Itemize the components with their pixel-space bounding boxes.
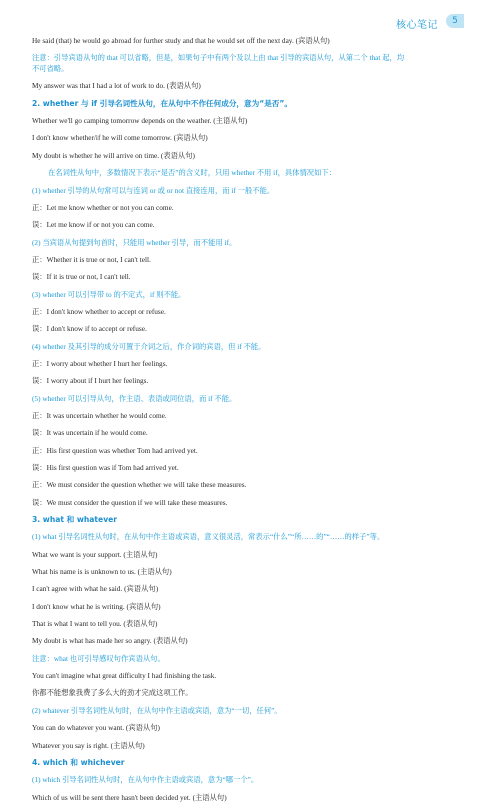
text-line: My answer was that I had a lot of work to do. (表语从句): [32, 81, 201, 91]
section-heading: 2. whether 与 if 引导名词性从句，在从句中不作任何成分，意为“是否”。: [32, 98, 292, 108]
section-heading: 4. which 和 whichever: [32, 757, 125, 767]
note-line: 注意：what 也可引导感叹句作宾语从句。: [32, 653, 165, 663]
text-line: 误：Let me know if or not you can come.: [32, 220, 155, 230]
text-line: 你都不能想象我费了多么大的劲才完成这项工作。: [32, 688, 193, 698]
text-line: What his name is is unknown to us. (主语从句): [32, 567, 172, 577]
note-line: 在名词性从句中，多数情况下表示“是否”的含义时，只用 whether 不用 if，具体情况如下：: [48, 168, 336, 178]
text-line: Whatever you say is right. (主语从句): [32, 740, 145, 750]
text-line: 正：We must consider the question whether we will take these measures.: [32, 480, 247, 490]
text-line: Whether we'll go camping tomorrow depends on the weather. (主语从句): [32, 116, 248, 126]
note-line: (2) whatever 引导名词性从句时，在从句中作主语或宾语，意为“一切，任何”。: [32, 705, 282, 715]
header-title: 核心笔记: [396, 20, 438, 31]
page-header: [0, 8, 480, 34]
text-line: You can do whatever you want. (宾语从句): [32, 723, 160, 733]
text-line: My doubt is whether he will arrive on time. (表语从句): [32, 150, 195, 160]
text-line: 正：Whether it is true or not, I can't tell.: [32, 254, 151, 264]
text-line: 正：Let me know whether or not you can come.: [32, 202, 174, 212]
text-line: 正：It was uncertain whether he would come.: [32, 410, 167, 420]
note-line: 注意：引导宾语从句的 that 可以省略，但是，如果句子中有两个及以上由 that 引导的宾语从句，从第二个 that 起，均: [32, 53, 405, 63]
note-line: (1) which 引导名词性从句时，在从句中作主语或宾语，意为“哪一个”。: [32, 775, 259, 785]
text-line: I don't know whether/if he will come tomorrow. (宾语从句): [32, 133, 208, 143]
text-line: He said (that) he would go abroad for further study and that he would set off the next day. (宾语从句): [32, 36, 330, 45]
text-line: What we want is your support. (主语从句): [32, 549, 158, 559]
text-line: 误：I worry about if I hurt her feelings.: [32, 376, 149, 386]
page-content: [32, 36, 464, 810]
note-line: 不可省略。: [32, 64, 69, 74]
note-line: (3) whether 可以引导带 to 的不定式，if 则不能。: [32, 289, 186, 299]
note-line: (1) whether 引导的从句常可以与连词 or 或 or not 直接连用，而 if 一般不能。: [32, 185, 275, 195]
text-line: You can't imagine what great difficulty I had finishing the task.: [32, 671, 217, 681]
section-heading: 3. what 和 whatever: [32, 515, 118, 525]
text-line: 误：His first question was if Tom had arrived yet.: [32, 463, 179, 472]
note-line: (2) 当宾语从句提到句首时，只能用 whether 引导，而不能用 if。: [32, 237, 237, 247]
page-number: 5: [446, 14, 464, 28]
text-line: I don't know what he is writing. (宾语从句): [32, 601, 161, 611]
text-line: 正：I don't know whether to accept or refuse.: [32, 306, 166, 316]
text-line: 正：His first question was whether Tom had arrived yet.: [32, 445, 198, 455]
text-line: My doubt is what has made her so angry. (表语从句): [32, 636, 188, 646]
text-line: 误：We must consider the question if we will take these measures.: [32, 497, 228, 507]
note-line: (5) whether 可以引导从句，作主语、表语或同位语，而 if 不能。: [32, 393, 237, 403]
text-line: 误：I don't know if to accept or refuse.: [32, 324, 147, 334]
text-line: 正：I worry about whether I hurt her feelings.: [32, 358, 168, 368]
text-line: 误：It was uncertain if he would come.: [32, 428, 148, 438]
text-line: 误：If it is true or not, I can't tell.: [32, 272, 131, 282]
note-line: (1) what 引导名词性从句时，在从句中作主语或宾语，意义很灵活，常表示“什么”“所……的”“……的样子”等。: [32, 532, 385, 542]
text-line: Which of us will be sent there hasn't been decided yet. (主语从句): [32, 792, 227, 802]
text-line: I can't agree with what he said. (宾语从句): [32, 584, 159, 594]
text-line: That is what I want to tell you. (表语从句): [32, 619, 158, 629]
note-line: (4) whether 及其引导的成分可置于介词之后，作介词的宾语，但 if 不能。: [32, 341, 266, 351]
